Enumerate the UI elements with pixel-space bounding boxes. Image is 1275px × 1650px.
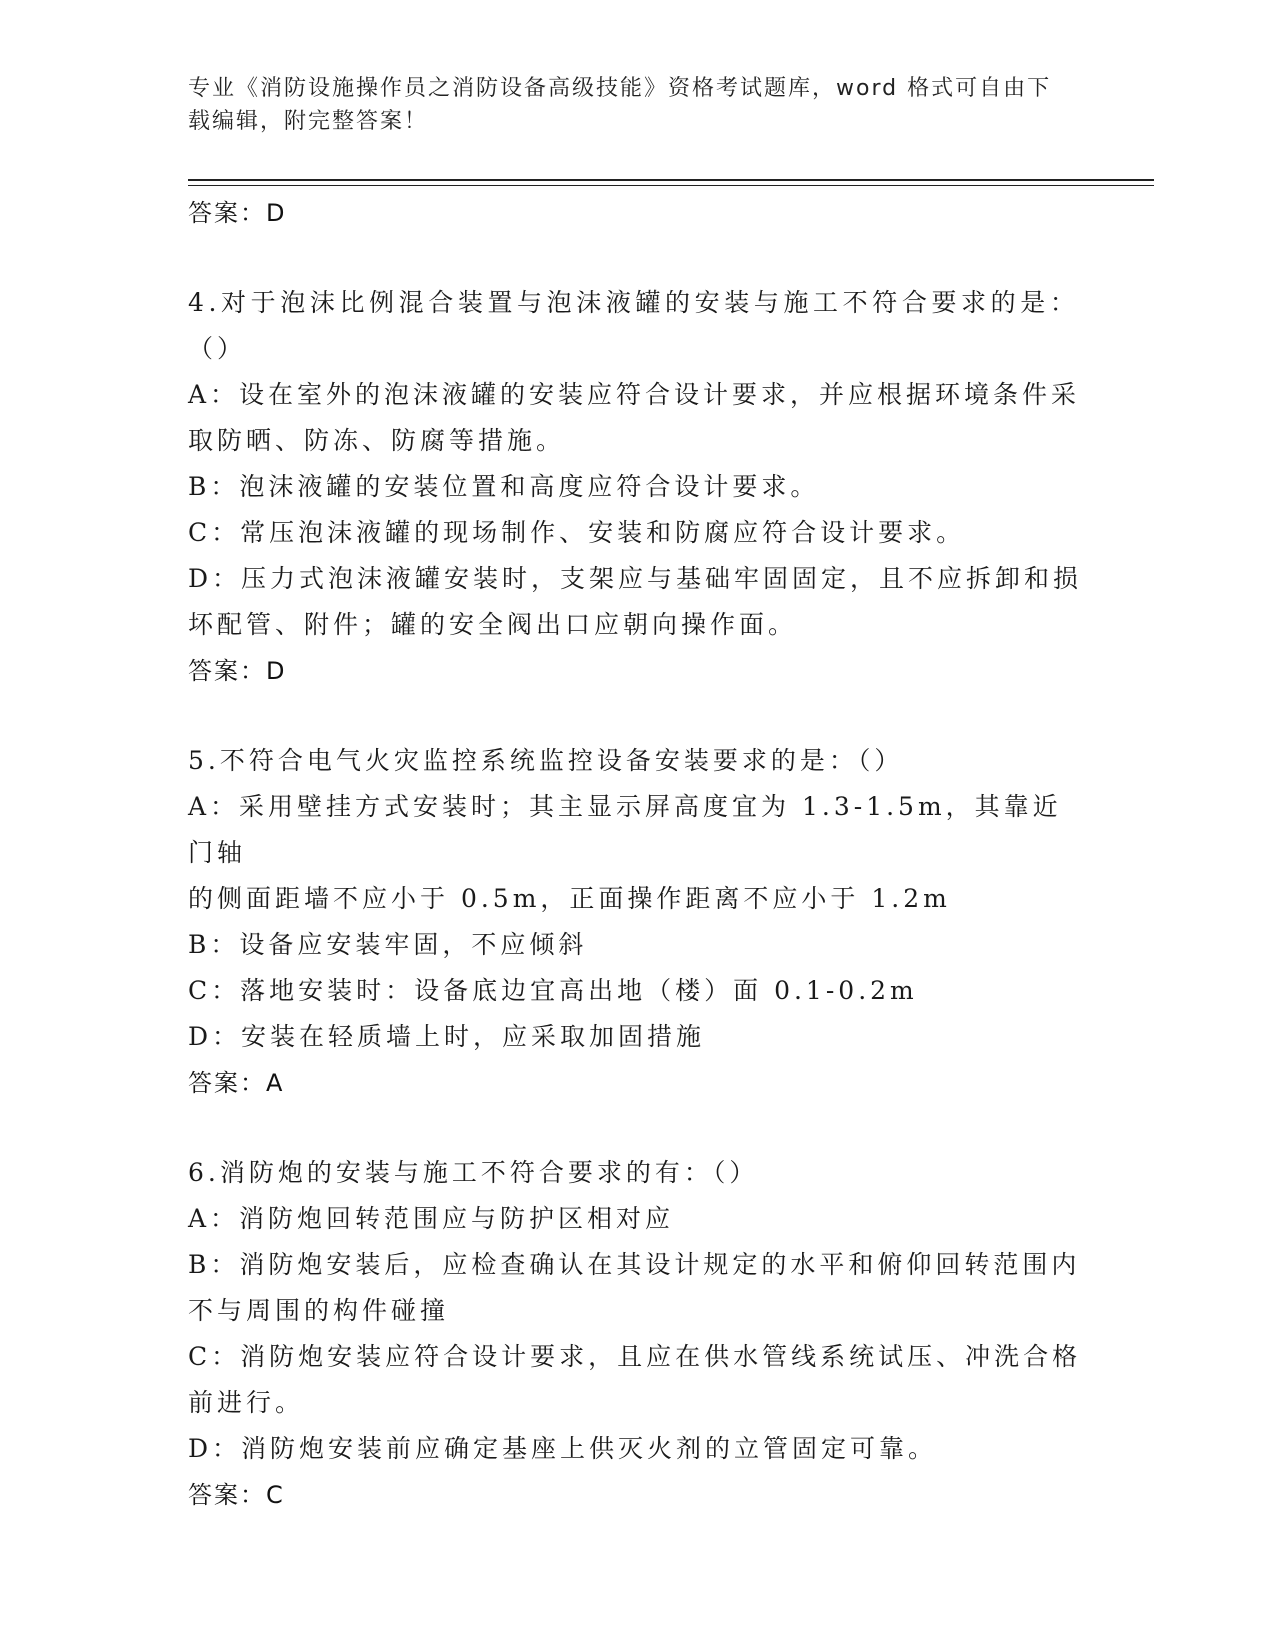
option-b xyxy=(188,464,1088,510)
question-text-continued: （） xyxy=(188,334,247,363)
answer-label: 答案：C xyxy=(188,1481,285,1509)
option-c-line-1: C：常压泡沫液罐的现场制作、安装和防腐应符合设计要求。 xyxy=(188,518,966,547)
header-divider-thick xyxy=(188,179,1154,181)
option-a-line-2: 的侧面距墙不应小于 0.5m，正面操作距离不应小于 1.2m xyxy=(188,884,951,913)
question-4 xyxy=(188,280,1088,694)
answer-label: 答案：A xyxy=(188,1069,285,1097)
option-b xyxy=(188,922,1088,968)
option-a-line-1: A：消防炮回转范围应与防护区相对应 xyxy=(188,1204,675,1233)
option-a xyxy=(188,784,1088,922)
option-c-line-1: C：消防炮安装应符合设计要求，且应在供水管线系统试压、冲洗合格 xyxy=(188,1342,1082,1371)
spacer xyxy=(188,1106,1088,1150)
question-list xyxy=(188,190,1088,1518)
question-5 xyxy=(188,738,1088,1106)
header-line-2: 载编辑，附完整答案！ xyxy=(188,109,429,134)
option-c-line-1: C：落地安装时：设备底边宜高出地（楼）面 0.1-0.2m xyxy=(188,976,918,1005)
option-c-line-2: 前进行。 xyxy=(188,1388,305,1417)
answer-label: 答案：D xyxy=(188,657,287,685)
option-d xyxy=(188,1426,1088,1472)
question-text: 6.消防炮的安装与施工不符合要求的有：（） xyxy=(188,1158,759,1187)
option-d-line-2: 坏配管、附件；罐的安全阀出口应朝向操作面。 xyxy=(188,610,798,639)
header-line-1: 专业《消防设施操作员之消防设备高级技能》资格考试题库，word 格式可自由下 xyxy=(188,76,1052,101)
option-d xyxy=(188,1014,1088,1060)
option-c xyxy=(188,968,1088,1014)
option-b-line-1: B：消防炮安装后，应检查确认在其设计规定的水平和俯仰回转范围内 xyxy=(188,1250,1081,1279)
option-b xyxy=(188,1242,1088,1334)
option-a-line-2: 取防晒、防冻、防腐等措施。 xyxy=(188,426,566,455)
option-b-line-1: B：设备应安装牢固，不应倾斜 xyxy=(188,930,588,959)
document-header xyxy=(188,72,1068,138)
question-text: 4.对于泡沫比例混合装置与泡沫液罐的安装与施工不符合要求的是： xyxy=(188,288,1080,317)
option-c xyxy=(188,510,1088,556)
option-d xyxy=(188,556,1088,648)
option-a-line-1: A：采用壁挂方式安装时；其主显示屏高度宜为 1.3-1.5m，其靠近门轴 xyxy=(188,792,1062,867)
previous-question-answer: 答案：D xyxy=(188,199,287,227)
spacer xyxy=(188,236,1088,280)
option-a-line-1: A：设在室外的泡沫液罐的安装应符合设计要求，并应根据环境条件采 xyxy=(188,380,1081,409)
option-a xyxy=(188,1196,1088,1242)
spacer xyxy=(188,694,1088,738)
header-divider-thin xyxy=(188,185,1154,186)
option-d-line-1: D：消防炮安装前应确定基座上供灭火剂的立管固定可靠。 xyxy=(188,1434,938,1463)
option-d-line-1: D：压力式泡沫液罐安装时，支架应与基础牢固固定，且不应拆卸和损 xyxy=(188,564,1083,593)
question-6 xyxy=(188,1150,1088,1518)
option-d-line-1: D：安装在轻质墙上时，应采取加固措施 xyxy=(188,1022,706,1051)
option-b-line-1: B：泡沫液罐的安装位置和高度应符合设计要求。 xyxy=(188,472,820,501)
option-b-line-2: 不与周围的构件碰撞 xyxy=(188,1296,450,1325)
option-a xyxy=(188,372,1088,464)
question-text: 5.不符合电气火灾监控系统监控设备安装要求的是：（） xyxy=(188,746,904,775)
option-c xyxy=(188,1334,1088,1426)
